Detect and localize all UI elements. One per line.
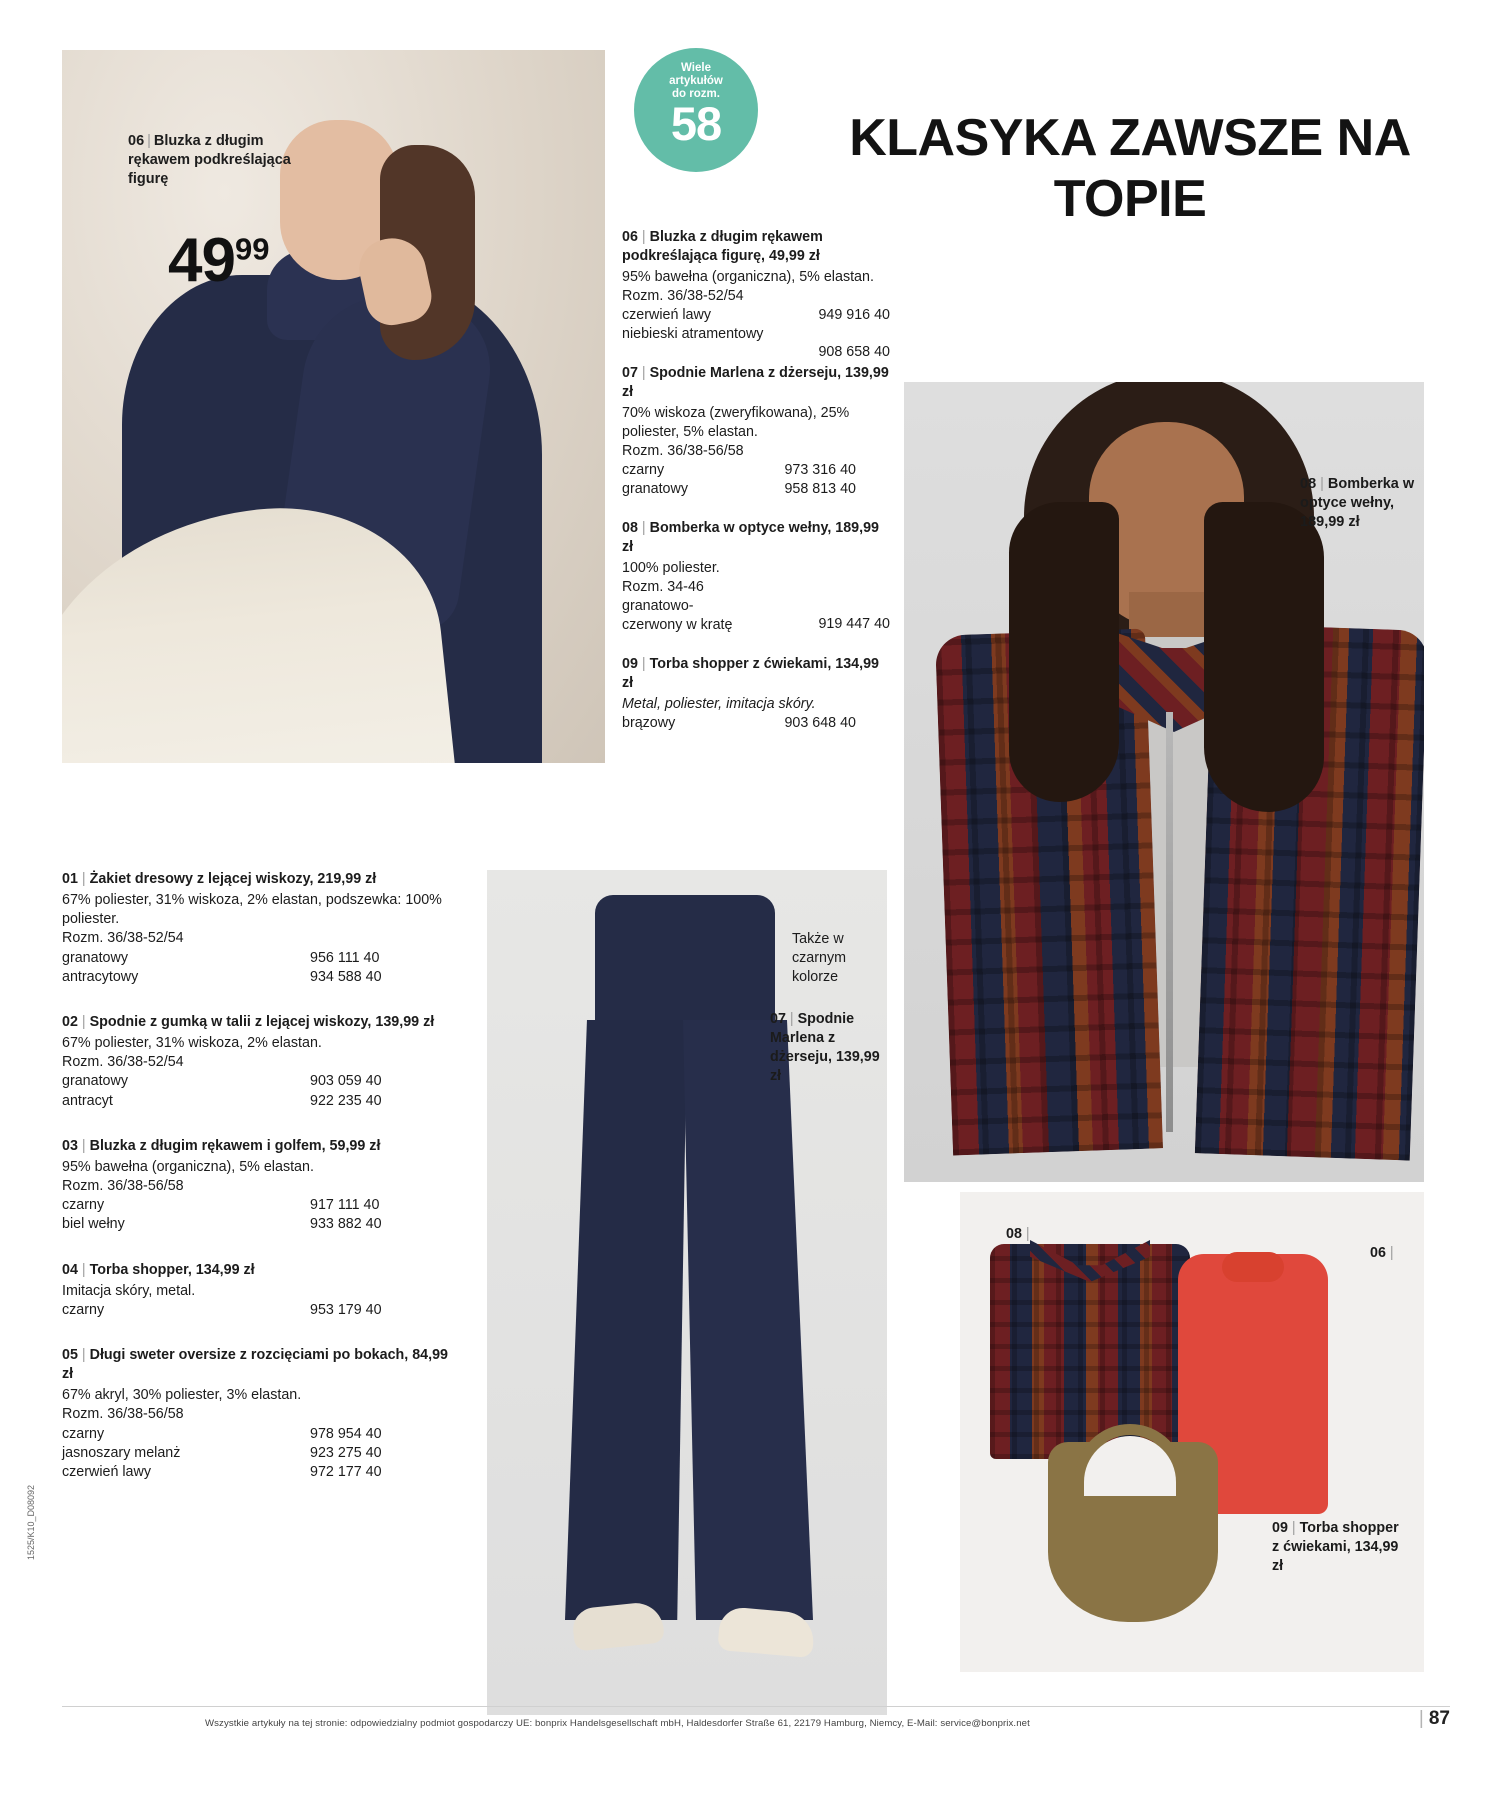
plaid-model-hair-right	[1204, 502, 1324, 812]
product-05-color-3-name: czerwień lawy	[62, 1463, 151, 1480]
product-entry-03	[62, 1137, 462, 1235]
product-02-color-2-name: antracyt	[62, 1092, 113, 1109]
product-entry-01	[62, 870, 462, 987]
product-entry-08	[622, 519, 890, 635]
product-05-color-2-code: 923 275 40	[310, 1444, 382, 1461]
separator-bar: |	[147, 133, 151, 149]
pants-label-text: Spodnie Marlena z dżerseju, 139,99 zł	[770, 1011, 880, 1085]
product-04-number: 04	[62, 1261, 78, 1278]
product-07-title: Spodnie Marlena z dżerseju, 139,99 zł	[622, 365, 889, 400]
page-title: KLASYKA ZAWSZE NA TOPIE	[849, 109, 1411, 229]
product-08-heading: 08 | Bomberka w optyce wełny, 189,99 zł	[622, 520, 880, 555]
product-05-title: Długi sweter oversize z rozcięciami po bokach, 84,99 zł	[62, 1346, 448, 1383]
product-06-material: 95% bawełna (organiczna), 5% elastan.	[622, 269, 874, 285]
product-02-sizes: Rozm. 36/38-52/54	[62, 1054, 184, 1071]
product-06-color-1-code: 949 916 40	[818, 307, 890, 323]
product-entry-02	[62, 1013, 462, 1111]
product-05-material: 67% akryl, 30% poliester, 3% elastan.	[62, 1387, 302, 1404]
pants-photo-label: 07 | Spodnie Marlena z dżerseju, 139,99 zł	[770, 1011, 880, 1085]
product-07-color-1-name: czarny	[622, 462, 665, 478]
product-08-color-1-name: granatowo-czerwony w kratę	[622, 598, 733, 633]
product-entry-04	[62, 1261, 462, 1320]
page-number-value: 87	[1428, 1708, 1450, 1729]
badge-line-1: Wiele	[681, 62, 711, 74]
page-number: | 87	[1418, 1708, 1450, 1729]
product-08-color-1-code: 919 447 40	[818, 616, 890, 632]
product-09-color-row-1	[622, 714, 890, 733]
pants-alt-color-note: Także w czarnym kolorze	[792, 931, 847, 986]
center-product-list	[622, 228, 890, 753]
product-03-heading: 03 | Bluzka z długim rękawem i golfem, 59,99 zł	[62, 1137, 381, 1154]
plaid-label-number: 08	[1300, 476, 1317, 492]
product-04-title: Torba shopper, 134,99 zł	[89, 1261, 255, 1278]
product-07-color-2-name: granatowy	[622, 481, 688, 497]
hero-price	[168, 225, 269, 296]
product-02-color-1-code: 903 059 40	[310, 1073, 382, 1090]
product-entry-09	[622, 655, 890, 733]
product-08-color-row-1	[622, 597, 890, 635]
product-05-color-1-name: czarny	[62, 1425, 105, 1442]
product-08-title: Bomberka w optyce wełny, 189,99 zł	[622, 520, 880, 555]
product-09-color-1-code: 903 648 40	[784, 715, 856, 731]
product-07-heading: 07 | Spodnie Marlena z dżerseju, 139,99 zł	[622, 365, 889, 400]
product-09-heading: 09 | Torba shopper z ćwiekami, 134,99 zł	[622, 656, 879, 691]
product-01-color-1-code: 956 111 40	[310, 949, 380, 966]
hero-caption	[128, 132, 328, 189]
hero-caption-text: Bluzka z długim rękawem podkreślająca figurę	[128, 133, 291, 188]
pants-waistband	[595, 895, 775, 1035]
product-07-number: 07	[622, 365, 638, 381]
product-entry-06	[622, 228, 890, 360]
still-caption-09: 09 | Torba shopper z ćwiekami, 134,99 zł	[1272, 1520, 1399, 1575]
product-08-sizes: Rozm. 34-46	[622, 579, 704, 595]
product-03-color-1-name: czarny	[62, 1197, 105, 1214]
product-09-number: 09	[622, 656, 638, 672]
product-06-title: Bluzka z długim rękawem podkreślająca figurę, 49,99 zł	[622, 229, 823, 264]
product-01-number: 01	[62, 871, 78, 887]
product-05-color-3-code: 972 177 40	[310, 1463, 382, 1480]
product-entry-05	[62, 1346, 462, 1482]
product-06-heading: 06 | Bluzka z długim rękawem podkreślająca figurę, 49,99 zł	[622, 229, 823, 264]
product-03-color-2-name: biel wełny	[62, 1216, 125, 1233]
still-red-turtleneck-collar	[1222, 1252, 1284, 1282]
product-06-color-2-name: niebieski atramentowy	[622, 326, 764, 342]
product-08-number: 08	[622, 520, 638, 536]
still-tag-08: 08 |	[1006, 1226, 1030, 1242]
product-01-heading: 01 | Żakiet dresowy z lejącej wiskozy, 219,99 zł	[62, 871, 377, 887]
product-04-color-1-name: czarny	[62, 1301, 105, 1318]
product-02-title: Spodnie z gumką w talii z lejącej wiskozy, 139,99 zł	[89, 1013, 435, 1030]
product-03-title: Bluzka z długim rękawem i golfem, 59,99 zł	[89, 1137, 381, 1154]
product-04-material: Imitacja skóry, metal.	[62, 1282, 196, 1299]
still-tag-06-number: 06	[1370, 1245, 1386, 1261]
product-01-color-1-name: granatowy	[62, 949, 128, 966]
hero-price-main: 49	[168, 226, 235, 295]
product-06-color-2-code: 908 658 40	[818, 344, 890, 360]
product-01-title: Żakiet dresowy z lejącej wiskozy, 219,99 zł	[89, 871, 377, 887]
product-03-material: 95% bawełna (organiczna), 5% elastan.	[62, 1158, 314, 1175]
product-07-color-row-1	[622, 461, 890, 480]
product-09-color-1-name: brązowy	[622, 715, 676, 731]
product-05-heading: 05 | Długi sweter oversize z rozcięciami po bokach, 84,99 zł	[62, 1346, 448, 1383]
product-01-material: 67% poliester, 31% wiskoza, 2% elastan, podszewka: 100% poliester.	[62, 892, 442, 928]
product-07-color-2-code: 958 813 40	[784, 481, 856, 497]
still-caption-09-text: Torba shopper z ćwiekami, 134,99 zł	[1272, 1520, 1399, 1575]
plaid-model-hair-left	[1009, 502, 1119, 802]
product-07-color-1-code: 973 316 40	[784, 462, 856, 478]
still-tag-06: 06 |	[1370, 1245, 1394, 1261]
product-05-color-2-name: jasnoszary melanż	[62, 1444, 181, 1461]
product-05-sizes: Rozm. 36/38-56/58	[62, 1406, 184, 1423]
product-entry-07	[622, 364, 890, 499]
product-05-color-row-2	[62, 1444, 462, 1463]
product-06-color-1-name: czerwień lawy	[622, 307, 711, 323]
product-05-color-row-1	[62, 1425, 462, 1444]
badge-line-3: do rozm.	[672, 87, 720, 100]
plaid-jacket-zipper	[1166, 712, 1173, 1132]
product-05-color-1-code: 978 954 40	[310, 1425, 382, 1442]
product-03-color-row-2	[62, 1215, 462, 1234]
pants-photo	[487, 870, 887, 1715]
badge-size: 58	[670, 96, 722, 150]
plaid-label-text: Bomberka w optyce wełny, 189,99 zł	[1300, 476, 1415, 531]
product-07-color-row-2	[622, 480, 890, 499]
product-06-color-row-2	[622, 325, 890, 360]
side-print-code: 1525/K10_D08092	[26, 1484, 36, 1560]
footer-legal-text: Wszystkie artykuły na tej stronie: odpowiedzialny podmiot gospodarczy UE: bonprix Handelsgesellschaft mbH, Haldesdorfer Straße 61, 22179 Hamburg, Niemcy, E-Mail: service@bonprix.net	[205, 1718, 1030, 1729]
product-01-color-2-name: antracytowy	[62, 968, 139, 985]
product-02-color-1-name: granatowy	[62, 1073, 128, 1090]
product-02-color-2-code: 922 235 40	[310, 1092, 382, 1109]
left-product-list	[62, 870, 462, 1508]
product-04-color-row-1	[62, 1301, 462, 1320]
product-03-color-1-code: 917 111 40	[310, 1197, 380, 1214]
product-07-sizes: Rozm. 36/38-56/58	[622, 443, 744, 459]
product-01-color-row-2	[62, 968, 462, 987]
product-06-color-row-1	[622, 306, 890, 325]
product-02-number: 02	[62, 1013, 78, 1030]
product-04-heading: 04 | Torba shopper, 134,99 zł	[62, 1261, 255, 1278]
product-01-color-row-1	[62, 949, 462, 968]
product-08-material: 100% poliester.	[622, 560, 720, 576]
product-05-number: 05	[62, 1346, 78, 1363]
product-06-sizes: Rozm. 36/38-52/54	[622, 288, 744, 304]
product-07-material: 70% wiskoza (zweryfikowana), 25% poliester, 5% elastan.	[622, 405, 850, 440]
product-02-color-row-1	[62, 1072, 462, 1091]
hero-caption-number: 06	[128, 133, 145, 149]
pants-label-number: 07	[770, 1011, 786, 1027]
product-02-material: 67% poliester, 31% wiskoza, 2% elastan.	[62, 1035, 322, 1052]
product-01-sizes: Rozm. 36/38-52/54	[62, 930, 184, 947]
product-03-number: 03	[62, 1137, 78, 1154]
product-09-title: Torba shopper z ćwiekami, 134,99 zł	[622, 656, 879, 691]
hero-price-cents: 99	[234, 231, 270, 267]
badge-line-2: artykułów	[669, 74, 723, 87]
still-tag-08-number: 08	[1006, 1226, 1022, 1242]
product-09-material: Metal, poliester, imitacja skóry.	[622, 696, 816, 712]
product-03-color-row-1	[62, 1196, 462, 1215]
product-02-color-row-2	[62, 1092, 462, 1111]
plaid-photo-label: 08 | Bomberka w optyce wełny, 189,99 zł	[1300, 476, 1415, 531]
footer-divider	[62, 1706, 1450, 1707]
still-caption-09-number: 09	[1272, 1520, 1288, 1536]
size-badge	[634, 48, 758, 172]
product-03-sizes: Rozm. 36/38-56/58	[62, 1178, 184, 1195]
product-03-color-2-code: 933 882 40	[310, 1216, 382, 1233]
product-01-color-2-code: 934 588 40	[310, 968, 382, 985]
product-04-color-1-code: 953 179 40	[310, 1301, 382, 1318]
product-02-heading: 02 | Spodnie z gumką w talii z lejącej wiskozy, 139,99 zł	[62, 1013, 435, 1030]
product-stills-panel	[960, 1192, 1424, 1672]
product-06-number: 06	[622, 229, 638, 245]
product-05-color-row-3	[62, 1463, 462, 1482]
